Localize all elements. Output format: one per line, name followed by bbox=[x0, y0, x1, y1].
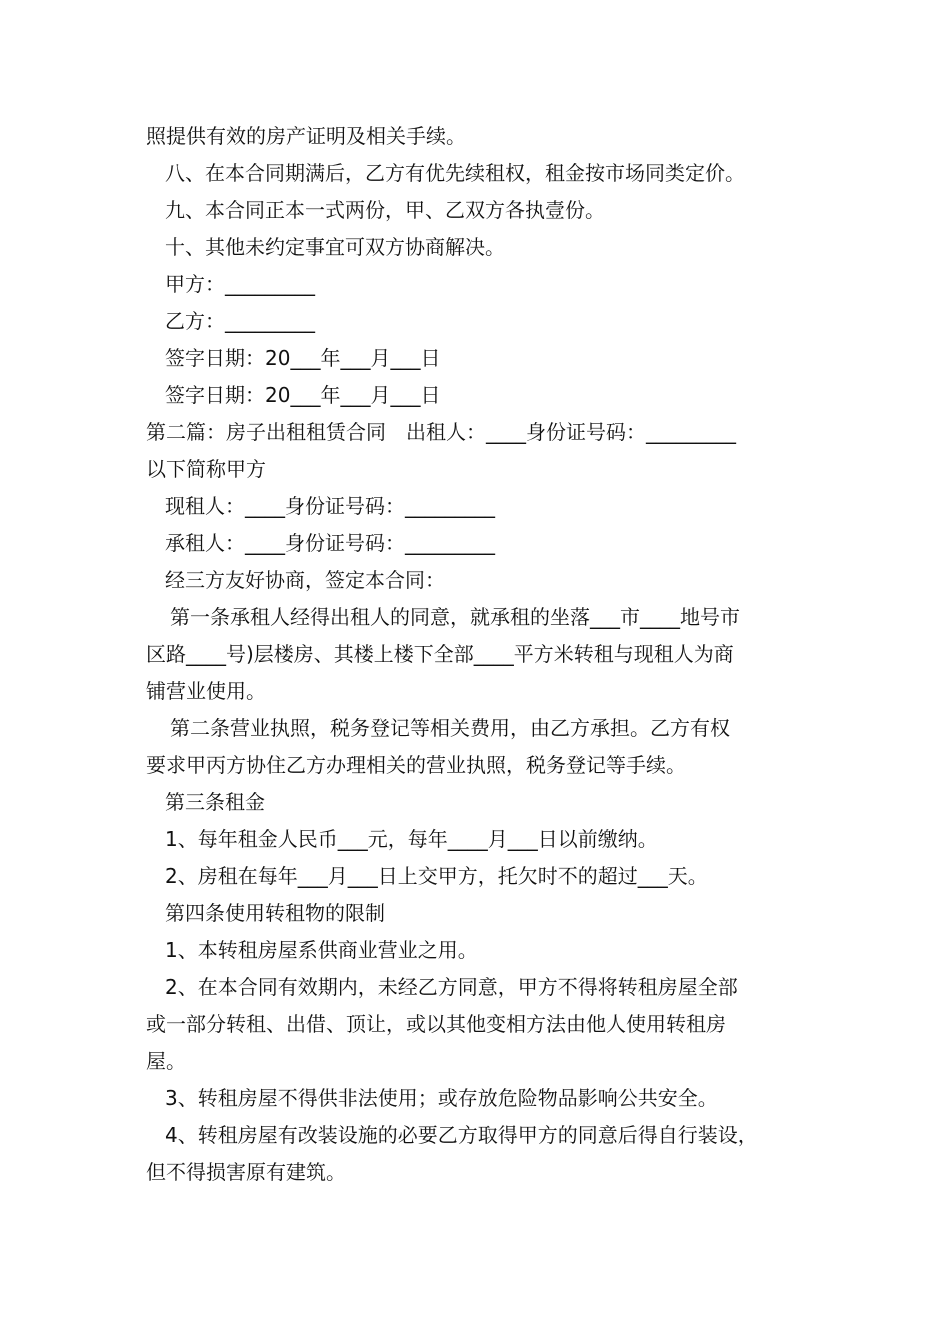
text-line: 第三条租金 bbox=[165, 790, 265, 814]
text-line: 十、其他未约定事宜可双方协商解决。 bbox=[165, 235, 505, 259]
text-line: 1、每年租金人民币___元，每年____月___日以前缴纳。 bbox=[165, 827, 658, 851]
text-line: 4、转租房屋有改装设施的必要乙方取得甲方的同意后得自行装设， bbox=[165, 1123, 758, 1147]
section-heading: 第二篇：房子出租租赁合同 出租人：____身份证号码：_________ bbox=[146, 420, 736, 444]
text-line: 要求甲丙方协住乙方办理相关的营业执照，税务登记等手续。 bbox=[146, 753, 686, 777]
text-line: 八、在本合同期满后，乙方有优先续租权，租金按市场同类定价。 bbox=[165, 161, 745, 185]
text-line: 1、本转租房屋系供商业营业之用。 bbox=[165, 938, 478, 962]
text-line: 承租人：____身份证号码：_________ bbox=[165, 531, 495, 555]
text-line: 签字日期：20___年___月___日 bbox=[165, 383, 441, 407]
text-line: 经三方友好协商，签定本合同： bbox=[165, 568, 445, 592]
text-line: 但不得损害原有建筑。 bbox=[146, 1160, 346, 1184]
text-line: 2、在本合同有效期内，未经乙方同意，甲方不得将转租房屋全部 bbox=[165, 975, 738, 999]
text-line: 屋。 bbox=[146, 1049, 186, 1073]
text-line: 2、房租在每年___月___日上交甲方，托欠时不的超过___天。 bbox=[165, 864, 708, 888]
text-line: 第一条承租人经得出租人的同意，就承租的坐落___市____地号市 bbox=[170, 605, 740, 629]
text-line: 以下简称甲方 bbox=[146, 457, 266, 481]
text-line: 区路____号)层楼房、其楼上楼下全部____平方米转租与现租人为商 bbox=[146, 642, 734, 666]
text-line: 第二条营业执照，税务登记等相关费用，由乙方承担。乙方有权 bbox=[170, 716, 730, 740]
document-body bbox=[146, 118, 816, 1191]
text-line: 或一部分转租、出借、顶让，或以其他变相方法由他人使用转租房 bbox=[146, 1012, 726, 1036]
text-line: 九、本合同正本一式两份，甲、乙双方各执壹份。 bbox=[165, 198, 605, 222]
text-line: 第四条使用转租物的限制 bbox=[165, 901, 385, 925]
text-line: 乙方：_________ bbox=[165, 309, 315, 333]
text-line: 现租人：____身份证号码：_________ bbox=[165, 494, 495, 518]
text-line: 甲方：_________ bbox=[165, 272, 315, 296]
text-line: 照提供有效的房产证明及相关手续。 bbox=[146, 124, 466, 148]
text-line: 铺营业使用。 bbox=[146, 679, 266, 703]
text-line: 3、转租房屋不得供非法使用；或存放危险物品影响公共安全。 bbox=[165, 1086, 718, 1110]
text-line: 签字日期：20___年___月___日 bbox=[165, 346, 441, 370]
